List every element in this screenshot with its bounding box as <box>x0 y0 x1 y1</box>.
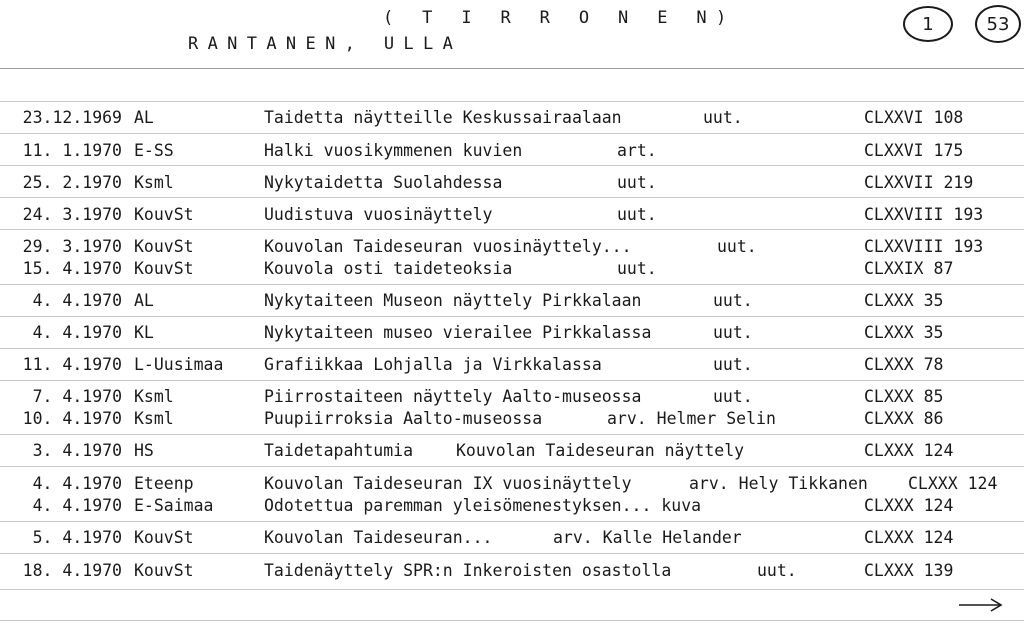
ruled-line <box>0 348 1024 349</box>
card-number-circle <box>903 6 953 42</box>
ruled-line <box>0 620 1024 621</box>
entry-source: E-Saimaa <box>134 496 214 515</box>
entry-type: uut. <box>617 205 657 224</box>
entry-date: 29. 3.1970 <box>22 237 122 256</box>
entry-date: 4. 4.1970 <box>32 474 122 493</box>
ruled-line <box>0 284 1024 285</box>
ruled-line <box>0 316 1024 317</box>
entry-source: Eteenp <box>134 474 194 493</box>
entry-date: 7. 4.1970 <box>32 387 122 406</box>
entry-type: arv. Hely Tikkanen <box>689 474 868 493</box>
entry-source: KL <box>134 323 154 342</box>
entry-title: Odotettua paremman yleisömenestyksen... kuva <box>264 496 702 515</box>
entry-type: arv. Helmer Selin <box>607 409 776 428</box>
entry-title: Puupiirroksia Aalto-museossa <box>264 409 543 428</box>
entry-type: uut. <box>713 323 753 342</box>
entry-ref: CLXXX 124 <box>908 474 998 493</box>
entry-type: uut. <box>617 259 657 278</box>
entry-title: Kouvolan Taideseuran vuosinäyttely... <box>264 237 632 256</box>
entry-date: 5. 4.1970 <box>32 528 122 547</box>
entry-source: L-Uusimaa <box>134 355 224 374</box>
ruled-line <box>0 165 1024 166</box>
entry-source: E-SS <box>134 141 174 160</box>
entry-ref: CLXXX 86 <box>864 409 944 428</box>
entry-source: KouvSt <box>134 205 194 224</box>
ruled-line <box>0 589 1024 590</box>
entry-ref: CLXXVIII 193 <box>864 237 984 256</box>
entry-ref: CLXXX 35 <box>864 291 944 310</box>
entry-source: KouvSt <box>134 259 194 278</box>
entry-ref: CLXXVIII 193 <box>864 205 984 224</box>
entry-type: art. <box>617 141 657 160</box>
entry-title: Kouvola osti taideteoksia <box>264 259 513 278</box>
entry-source: HS <box>134 441 154 460</box>
entry-type: uut. <box>713 291 753 310</box>
entry-ref: CLXXX 124 <box>864 496 954 515</box>
entry-title: Kouvolan Taideseuran... <box>264 528 493 547</box>
entry-type: uut. <box>617 173 657 192</box>
entry-type: uut. <box>703 108 743 127</box>
ruled-line <box>0 434 1024 435</box>
entry-ref: CLXXIX 87 <box>864 259 954 278</box>
entry-date: 23.12.1969 <box>22 108 122 127</box>
entry-ref: CLXXX 35 <box>864 323 944 342</box>
entry-title: Nykytaidetta Suolahdessa <box>264 173 503 192</box>
entry-ref: CLXXVI 108 <box>864 108 964 127</box>
card-number: 1 <box>922 13 934 35</box>
entry-type: uut. <box>757 561 797 580</box>
entry-ref: CLXXVI 175 <box>864 141 964 160</box>
entry-date: 4. 4.1970 <box>32 496 122 515</box>
box-number-circle <box>975 5 1021 43</box>
entry-title: Nykytaiteen Museon näyttely Pirkkalaan <box>264 291 642 310</box>
entry-source: Ksml <box>134 409 174 428</box>
entry-title: Uudistuva vuosinäyttely <box>264 205 493 224</box>
header-rule <box>0 68 1024 69</box>
entry-ref: CLXXX 139 <box>864 561 954 580</box>
ruled-line <box>0 133 1024 134</box>
ruled-line <box>0 101 1024 102</box>
entry-source: AL <box>134 108 154 127</box>
entry-date: 3. 4.1970 <box>32 441 122 460</box>
entry-type: uut. <box>713 355 753 374</box>
entry-date: 15. 4.1970 <box>22 259 122 278</box>
entry-ref: CLXXX 124 <box>864 441 954 460</box>
entry-date: 24. 3.1970 <box>22 205 122 224</box>
entry-title: Piirrostaiteen näyttely Aalto-museossa <box>264 387 642 406</box>
entry-title: Taidetapahtumia <box>264 441 414 460</box>
entry-title: Taidetta näytteille Keskussairaalaan <box>264 108 622 127</box>
entry-source: KouvSt <box>134 561 194 580</box>
ruled-line <box>0 229 1024 230</box>
entry-title: Halki vuosikymmenen kuvien <box>264 141 523 160</box>
entry-date: 18. 4.1970 <box>22 561 122 580</box>
entry-source: Ksml <box>134 173 174 192</box>
entry-title: Grafiikkaa Lohjalla ja Virkkalassa <box>264 355 602 374</box>
entry-type: Kouvolan Taideseuran näyttely <box>456 441 745 460</box>
entry-type: uut. <box>713 387 753 406</box>
entry-date: 11. 1.1970 <box>22 141 122 160</box>
entry-date: 10. 4.1970 <box>22 409 122 428</box>
entry-source: AL <box>134 291 154 310</box>
ruled-line <box>0 380 1024 381</box>
entry-source: Ksml <box>134 387 174 406</box>
entry-date: 25. 2.1970 <box>22 173 122 192</box>
ruled-line <box>0 466 1024 467</box>
ruled-line <box>0 553 1024 554</box>
entry-ref: CLXXX 78 <box>864 355 944 374</box>
entry-ref: CLXXX 85 <box>864 387 944 406</box>
entry-date: 11. 4.1970 <box>22 355 122 374</box>
box-number: 53 <box>986 13 1010 35</box>
entry-date: 4. 4.1970 <box>32 291 122 310</box>
entry-title: Taidenäyttely SPR:n Inkeroisten osastolla <box>264 561 672 580</box>
right-arrow-icon <box>957 597 1005 613</box>
entry-title: Nykytaiteen museo vierailee Pirkkalassa <box>264 323 652 342</box>
ruled-line <box>0 197 1024 198</box>
alt-name: ( T I R R O N E N) <box>383 8 736 28</box>
person-name: RANTANEN, ULLA <box>188 34 463 54</box>
entry-title: Kouvolan Taideseuran IX vuosinäyttely <box>264 474 632 493</box>
ruled-line <box>0 521 1024 522</box>
entry-date: 4. 4.1970 <box>32 323 122 342</box>
entry-type: arv. Kalle Helander <box>553 528 742 547</box>
entry-ref: CLXXX 124 <box>864 528 954 547</box>
entry-source: KouvSt <box>134 528 194 547</box>
entry-type: uut. <box>717 237 757 256</box>
entry-ref: CLXXVII 219 <box>864 173 974 192</box>
entry-source: KouvSt <box>134 237 194 256</box>
